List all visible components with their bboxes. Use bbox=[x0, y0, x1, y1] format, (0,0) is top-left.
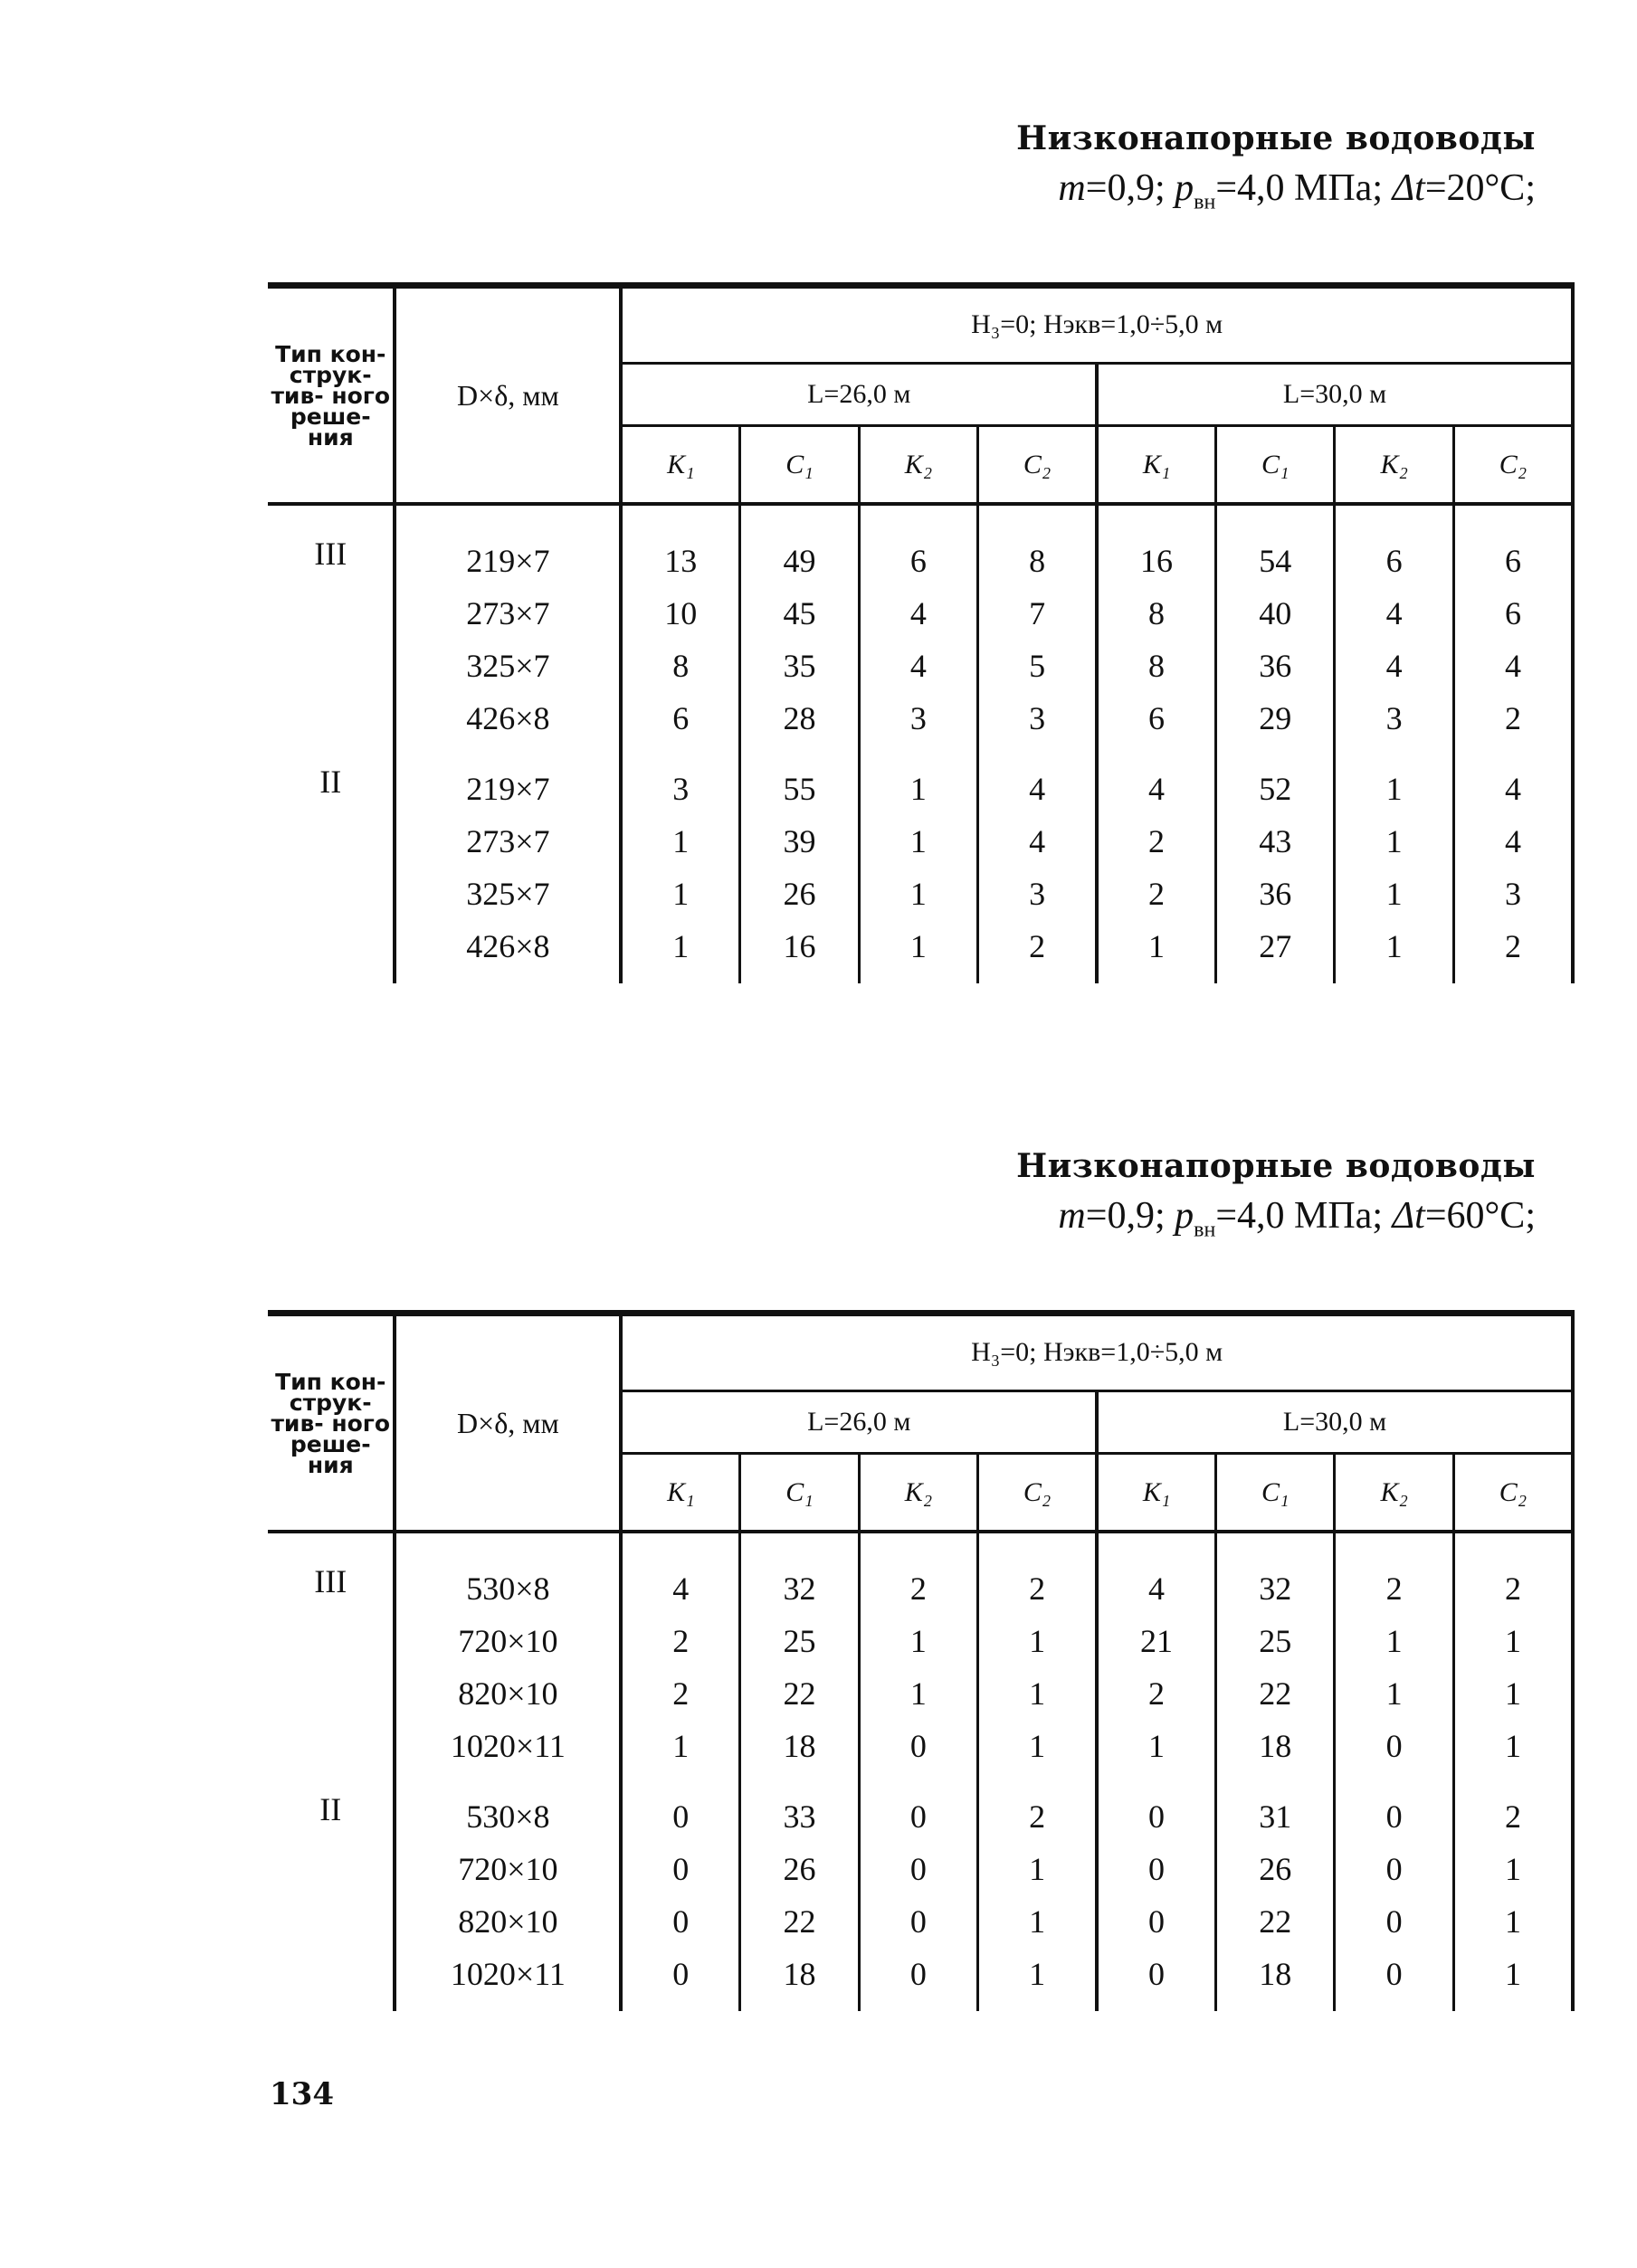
header-c1: C₁ bbox=[1216, 1454, 1335, 1532]
value-cell: 1 bbox=[1335, 815, 1453, 868]
value-cell: 4 bbox=[1453, 745, 1573, 815]
value-cell: 2 bbox=[1097, 815, 1215, 868]
header-construction-type: Тип кон- струк- тив- ного реше- ния bbox=[268, 1314, 395, 1533]
param-dt-value: =20°C; bbox=[1424, 167, 1536, 209]
value-cell: 2 bbox=[1097, 1667, 1215, 1720]
table-row bbox=[268, 692, 1573, 745]
header-c2: C₂ bbox=[978, 1454, 1097, 1532]
header-length-b: L=30,0 м bbox=[1097, 363, 1573, 426]
value-cell: 1 bbox=[1335, 1667, 1453, 1720]
param-p-symbol: p bbox=[1175, 1195, 1194, 1237]
value-cell: 2 bbox=[1097, 868, 1215, 920]
data-table bbox=[268, 1310, 1575, 2011]
header-condition: H₃=0; Hэкв=1,0÷5,0 м bbox=[621, 1314, 1573, 1391]
dimension-cell: 426×8 bbox=[395, 692, 621, 745]
value-cell: 4 bbox=[859, 640, 977, 692]
table-row bbox=[268, 1948, 1573, 2011]
construction-type-cell: III bbox=[268, 1532, 395, 1772]
value-cell: 2 bbox=[978, 1772, 1097, 1843]
value-cell: 52 bbox=[1216, 745, 1335, 815]
value-cell: 4 bbox=[1335, 587, 1453, 640]
value-cell: 49 bbox=[740, 504, 859, 587]
value-cell: 2 bbox=[621, 1615, 739, 1667]
value-cell: 0 bbox=[1335, 1895, 1453, 1948]
value-cell: 26 bbox=[740, 868, 859, 920]
value-cell: 25 bbox=[1216, 1615, 1335, 1667]
value-cell: 1 bbox=[1335, 868, 1453, 920]
value-cell: 1 bbox=[859, 1667, 977, 1720]
value-cell: 36 bbox=[1216, 640, 1335, 692]
value-cell: 6 bbox=[621, 692, 739, 745]
value-cell: 4 bbox=[1453, 640, 1573, 692]
param-dt-symbol: Δt bbox=[1392, 1195, 1425, 1237]
value-cell: 0 bbox=[621, 1895, 739, 1948]
value-cell: 1 bbox=[859, 868, 977, 920]
param-m-value: =0,9; bbox=[1085, 167, 1166, 209]
table-row bbox=[268, 640, 1573, 692]
param-p-value: =4,0 МПа; bbox=[1215, 1195, 1383, 1237]
header-c1: C₁ bbox=[1216, 426, 1335, 504]
value-cell: 5 bbox=[978, 640, 1097, 692]
dimension-cell: 820×10 bbox=[395, 1667, 621, 1720]
value-cell: 2 bbox=[978, 1532, 1097, 1615]
value-cell: 4 bbox=[978, 745, 1097, 815]
header-condition: H₃=0; Hэкв=1,0÷5,0 м bbox=[621, 286, 1573, 364]
section-title: Низконапорные водоводы bbox=[1016, 119, 1536, 157]
value-cell: 3 bbox=[621, 745, 739, 815]
value-cell: 55 bbox=[740, 745, 859, 815]
value-cell: 1 bbox=[1453, 1667, 1573, 1720]
value-cell: 6 bbox=[1335, 504, 1453, 587]
section-params bbox=[540, 166, 1536, 214]
value-cell: 1 bbox=[978, 1843, 1097, 1895]
table-row bbox=[268, 504, 1573, 587]
dimension-cell: 1020×11 bbox=[395, 1948, 621, 2011]
value-cell: 1 bbox=[1453, 1615, 1573, 1667]
table-row bbox=[268, 745, 1573, 815]
value-cell: 1 bbox=[621, 868, 739, 920]
value-cell: 4 bbox=[621, 1532, 739, 1615]
value-cell: 0 bbox=[1097, 1948, 1215, 2011]
value-cell: 18 bbox=[740, 1720, 859, 1772]
value-cell: 32 bbox=[1216, 1532, 1335, 1615]
header-k2: K₂ bbox=[859, 1454, 977, 1532]
value-cell: 29 bbox=[1216, 692, 1335, 745]
value-cell: 4 bbox=[978, 815, 1097, 868]
value-cell: 2 bbox=[1453, 920, 1573, 983]
value-cell: 1 bbox=[859, 1615, 977, 1667]
dimension-cell: 820×10 bbox=[395, 1895, 621, 1948]
dimension-cell: 530×8 bbox=[395, 1532, 621, 1615]
table-row bbox=[268, 1895, 1573, 1948]
value-cell: 36 bbox=[1216, 868, 1335, 920]
value-cell: 8 bbox=[1097, 640, 1215, 692]
value-cell: 1 bbox=[978, 1667, 1097, 1720]
value-cell: 1 bbox=[1097, 1720, 1215, 1772]
dimension-cell: 530×8 bbox=[395, 1772, 621, 1843]
value-cell: 3 bbox=[1453, 868, 1573, 920]
table-row bbox=[268, 920, 1573, 983]
dimension-cell: 325×7 bbox=[395, 868, 621, 920]
dimension-cell: 426×8 bbox=[395, 920, 621, 983]
value-cell: 54 bbox=[1216, 504, 1335, 587]
param-p-subscript: вн bbox=[1194, 190, 1216, 214]
value-cell: 28 bbox=[740, 692, 859, 745]
value-cell: 26 bbox=[1216, 1843, 1335, 1895]
value-cell: 40 bbox=[1216, 587, 1335, 640]
value-cell: 0 bbox=[1097, 1843, 1215, 1895]
value-cell: 18 bbox=[1216, 1948, 1335, 2011]
value-cell: 18 bbox=[1216, 1720, 1335, 1772]
value-cell: 0 bbox=[859, 1948, 977, 2011]
param-m-value: =0,9; bbox=[1085, 1195, 1166, 1237]
header-length-a: L=26,0 м bbox=[621, 363, 1097, 426]
value-cell: 27 bbox=[1216, 920, 1335, 983]
value-cell: 3 bbox=[1335, 692, 1453, 745]
value-cell: 4 bbox=[1097, 745, 1215, 815]
value-cell: 16 bbox=[1097, 504, 1215, 587]
header-k2: K₂ bbox=[1335, 1454, 1453, 1532]
table-row bbox=[268, 1532, 1573, 1615]
value-cell: 2 bbox=[1453, 692, 1573, 745]
header-c2: C₂ bbox=[1453, 1454, 1573, 1532]
value-cell: 1 bbox=[859, 745, 977, 815]
value-cell: 13 bbox=[621, 504, 739, 587]
header-k2: K₂ bbox=[1335, 426, 1453, 504]
value-cell: 35 bbox=[740, 640, 859, 692]
param-dt-value: =60°C; bbox=[1424, 1195, 1536, 1237]
value-cell: 4 bbox=[1097, 1532, 1215, 1615]
table-row bbox=[268, 1772, 1573, 1843]
value-cell: 0 bbox=[1335, 1720, 1453, 1772]
value-cell: 43 bbox=[1216, 815, 1335, 868]
table-row bbox=[268, 815, 1573, 868]
param-p-value: =4,0 МПа; bbox=[1215, 167, 1383, 209]
construction-type-cell: III bbox=[268, 504, 395, 745]
value-cell: 1 bbox=[621, 920, 739, 983]
value-cell: 1 bbox=[1335, 745, 1453, 815]
header-c2: C₂ bbox=[978, 426, 1097, 504]
param-m-symbol: m bbox=[1058, 1195, 1086, 1237]
value-cell: 2 bbox=[1453, 1772, 1573, 1843]
value-cell: 8 bbox=[1097, 587, 1215, 640]
value-cell: 1 bbox=[859, 815, 977, 868]
dimension-cell: 1020×11 bbox=[395, 1720, 621, 1772]
value-cell: 22 bbox=[1216, 1667, 1335, 1720]
table-row bbox=[268, 587, 1573, 640]
value-cell: 3 bbox=[859, 692, 977, 745]
dimension-cell: 720×10 bbox=[395, 1615, 621, 1667]
value-cell: 4 bbox=[859, 587, 977, 640]
value-cell: 0 bbox=[621, 1772, 739, 1843]
value-cell: 0 bbox=[1335, 1843, 1453, 1895]
value-cell: 0 bbox=[1097, 1772, 1215, 1843]
value-cell: 6 bbox=[1097, 692, 1215, 745]
table-row bbox=[268, 1667, 1573, 1720]
dimension-cell: 273×7 bbox=[395, 815, 621, 868]
header-k1: K₁ bbox=[621, 1454, 739, 1532]
value-cell: 1 bbox=[859, 920, 977, 983]
param-p-symbol: p bbox=[1175, 167, 1194, 209]
value-cell: 1 bbox=[1335, 1615, 1453, 1667]
value-cell: 6 bbox=[859, 504, 977, 587]
value-cell: 6 bbox=[1453, 504, 1573, 587]
section-title: Низконапорные водоводы bbox=[1016, 1147, 1536, 1185]
param-dt-symbol: Δt bbox=[1392, 167, 1425, 209]
table-row bbox=[268, 1843, 1573, 1895]
value-cell: 2 bbox=[1335, 1532, 1453, 1615]
value-cell: 0 bbox=[859, 1895, 977, 1948]
header-c1: C₁ bbox=[740, 426, 859, 504]
header-dimension: D×δ, мм bbox=[395, 1314, 621, 1533]
value-cell: 45 bbox=[740, 587, 859, 640]
value-cell: 31 bbox=[1216, 1772, 1335, 1843]
value-cell: 3 bbox=[978, 868, 1097, 920]
value-cell: 1 bbox=[621, 1720, 739, 1772]
value-cell: 2 bbox=[978, 920, 1097, 983]
param-p-subscript: вн bbox=[1194, 1218, 1216, 1242]
value-cell: 1 bbox=[978, 1615, 1097, 1667]
value-cell: 1 bbox=[978, 1895, 1097, 1948]
value-cell: 8 bbox=[978, 504, 1097, 587]
dimension-cell: 219×7 bbox=[395, 504, 621, 587]
header-c2: C₂ bbox=[1453, 426, 1573, 504]
value-cell: 0 bbox=[859, 1772, 977, 1843]
header-k1: K₁ bbox=[1097, 1454, 1215, 1532]
page-number: 134 bbox=[270, 2076, 334, 2112]
dimension-cell: 325×7 bbox=[395, 640, 621, 692]
value-cell: 16 bbox=[740, 920, 859, 983]
value-cell: 0 bbox=[859, 1720, 977, 1772]
value-cell: 2 bbox=[621, 1667, 739, 1720]
value-cell: 33 bbox=[740, 1772, 859, 1843]
value-cell: 2 bbox=[1453, 1532, 1573, 1615]
table-row bbox=[268, 1615, 1573, 1667]
value-cell: 18 bbox=[740, 1948, 859, 2011]
value-cell: 39 bbox=[740, 815, 859, 868]
data-table bbox=[268, 282, 1575, 983]
header-k2: K₂ bbox=[859, 426, 977, 504]
value-cell: 7 bbox=[978, 587, 1097, 640]
value-cell: 0 bbox=[1335, 1948, 1453, 2011]
value-cell: 1 bbox=[1097, 920, 1215, 983]
value-cell: 22 bbox=[1216, 1895, 1335, 1948]
param-m-symbol: m bbox=[1058, 167, 1086, 209]
value-cell: 22 bbox=[740, 1895, 859, 1948]
value-cell: 4 bbox=[1453, 815, 1573, 868]
value-cell: 3 bbox=[978, 692, 1097, 745]
header-k1: K₁ bbox=[1097, 426, 1215, 504]
header-length-a: L=26,0 м bbox=[621, 1390, 1097, 1454]
value-cell: 1 bbox=[1335, 920, 1453, 983]
construction-type-cell: II bbox=[268, 1772, 395, 2011]
header-construction-type: Тип кон- струк- тив- ного реше- ния bbox=[268, 286, 395, 505]
value-cell: 1 bbox=[1453, 1948, 1573, 2011]
table-row bbox=[268, 1720, 1573, 1772]
value-cell: 0 bbox=[621, 1948, 739, 2011]
dimension-cell: 273×7 bbox=[395, 587, 621, 640]
value-cell: 1 bbox=[1453, 1720, 1573, 1772]
value-cell: 1 bbox=[1453, 1895, 1573, 1948]
value-cell: 8 bbox=[621, 640, 739, 692]
value-cell: 4 bbox=[1335, 640, 1453, 692]
dimension-cell: 219×7 bbox=[395, 745, 621, 815]
value-cell: 21 bbox=[1097, 1615, 1215, 1667]
header-k1: K₁ bbox=[621, 426, 739, 504]
value-cell: 1 bbox=[1453, 1843, 1573, 1895]
header-c1: C₁ bbox=[740, 1454, 859, 1532]
value-cell: 25 bbox=[740, 1615, 859, 1667]
value-cell: 0 bbox=[1335, 1772, 1453, 1843]
construction-type-cell: II bbox=[268, 745, 395, 983]
value-cell: 22 bbox=[740, 1667, 859, 1720]
value-cell: 6 bbox=[1453, 587, 1573, 640]
section-params bbox=[540, 1194, 1536, 1242]
value-cell: 0 bbox=[1097, 1895, 1215, 1948]
value-cell: 1 bbox=[978, 1720, 1097, 1772]
value-cell: 10 bbox=[621, 587, 739, 640]
value-cell: 0 bbox=[621, 1843, 739, 1895]
value-cell: 0 bbox=[859, 1843, 977, 1895]
value-cell: 26 bbox=[740, 1843, 859, 1895]
dimension-cell: 720×10 bbox=[395, 1843, 621, 1895]
value-cell: 32 bbox=[740, 1532, 859, 1615]
value-cell: 1 bbox=[978, 1948, 1097, 2011]
table-row bbox=[268, 868, 1573, 920]
value-cell: 1 bbox=[621, 815, 739, 868]
header-length-b: L=30,0 м bbox=[1097, 1390, 1573, 1454]
header-dimension: D×δ, мм bbox=[395, 286, 621, 505]
value-cell: 2 bbox=[859, 1532, 977, 1615]
